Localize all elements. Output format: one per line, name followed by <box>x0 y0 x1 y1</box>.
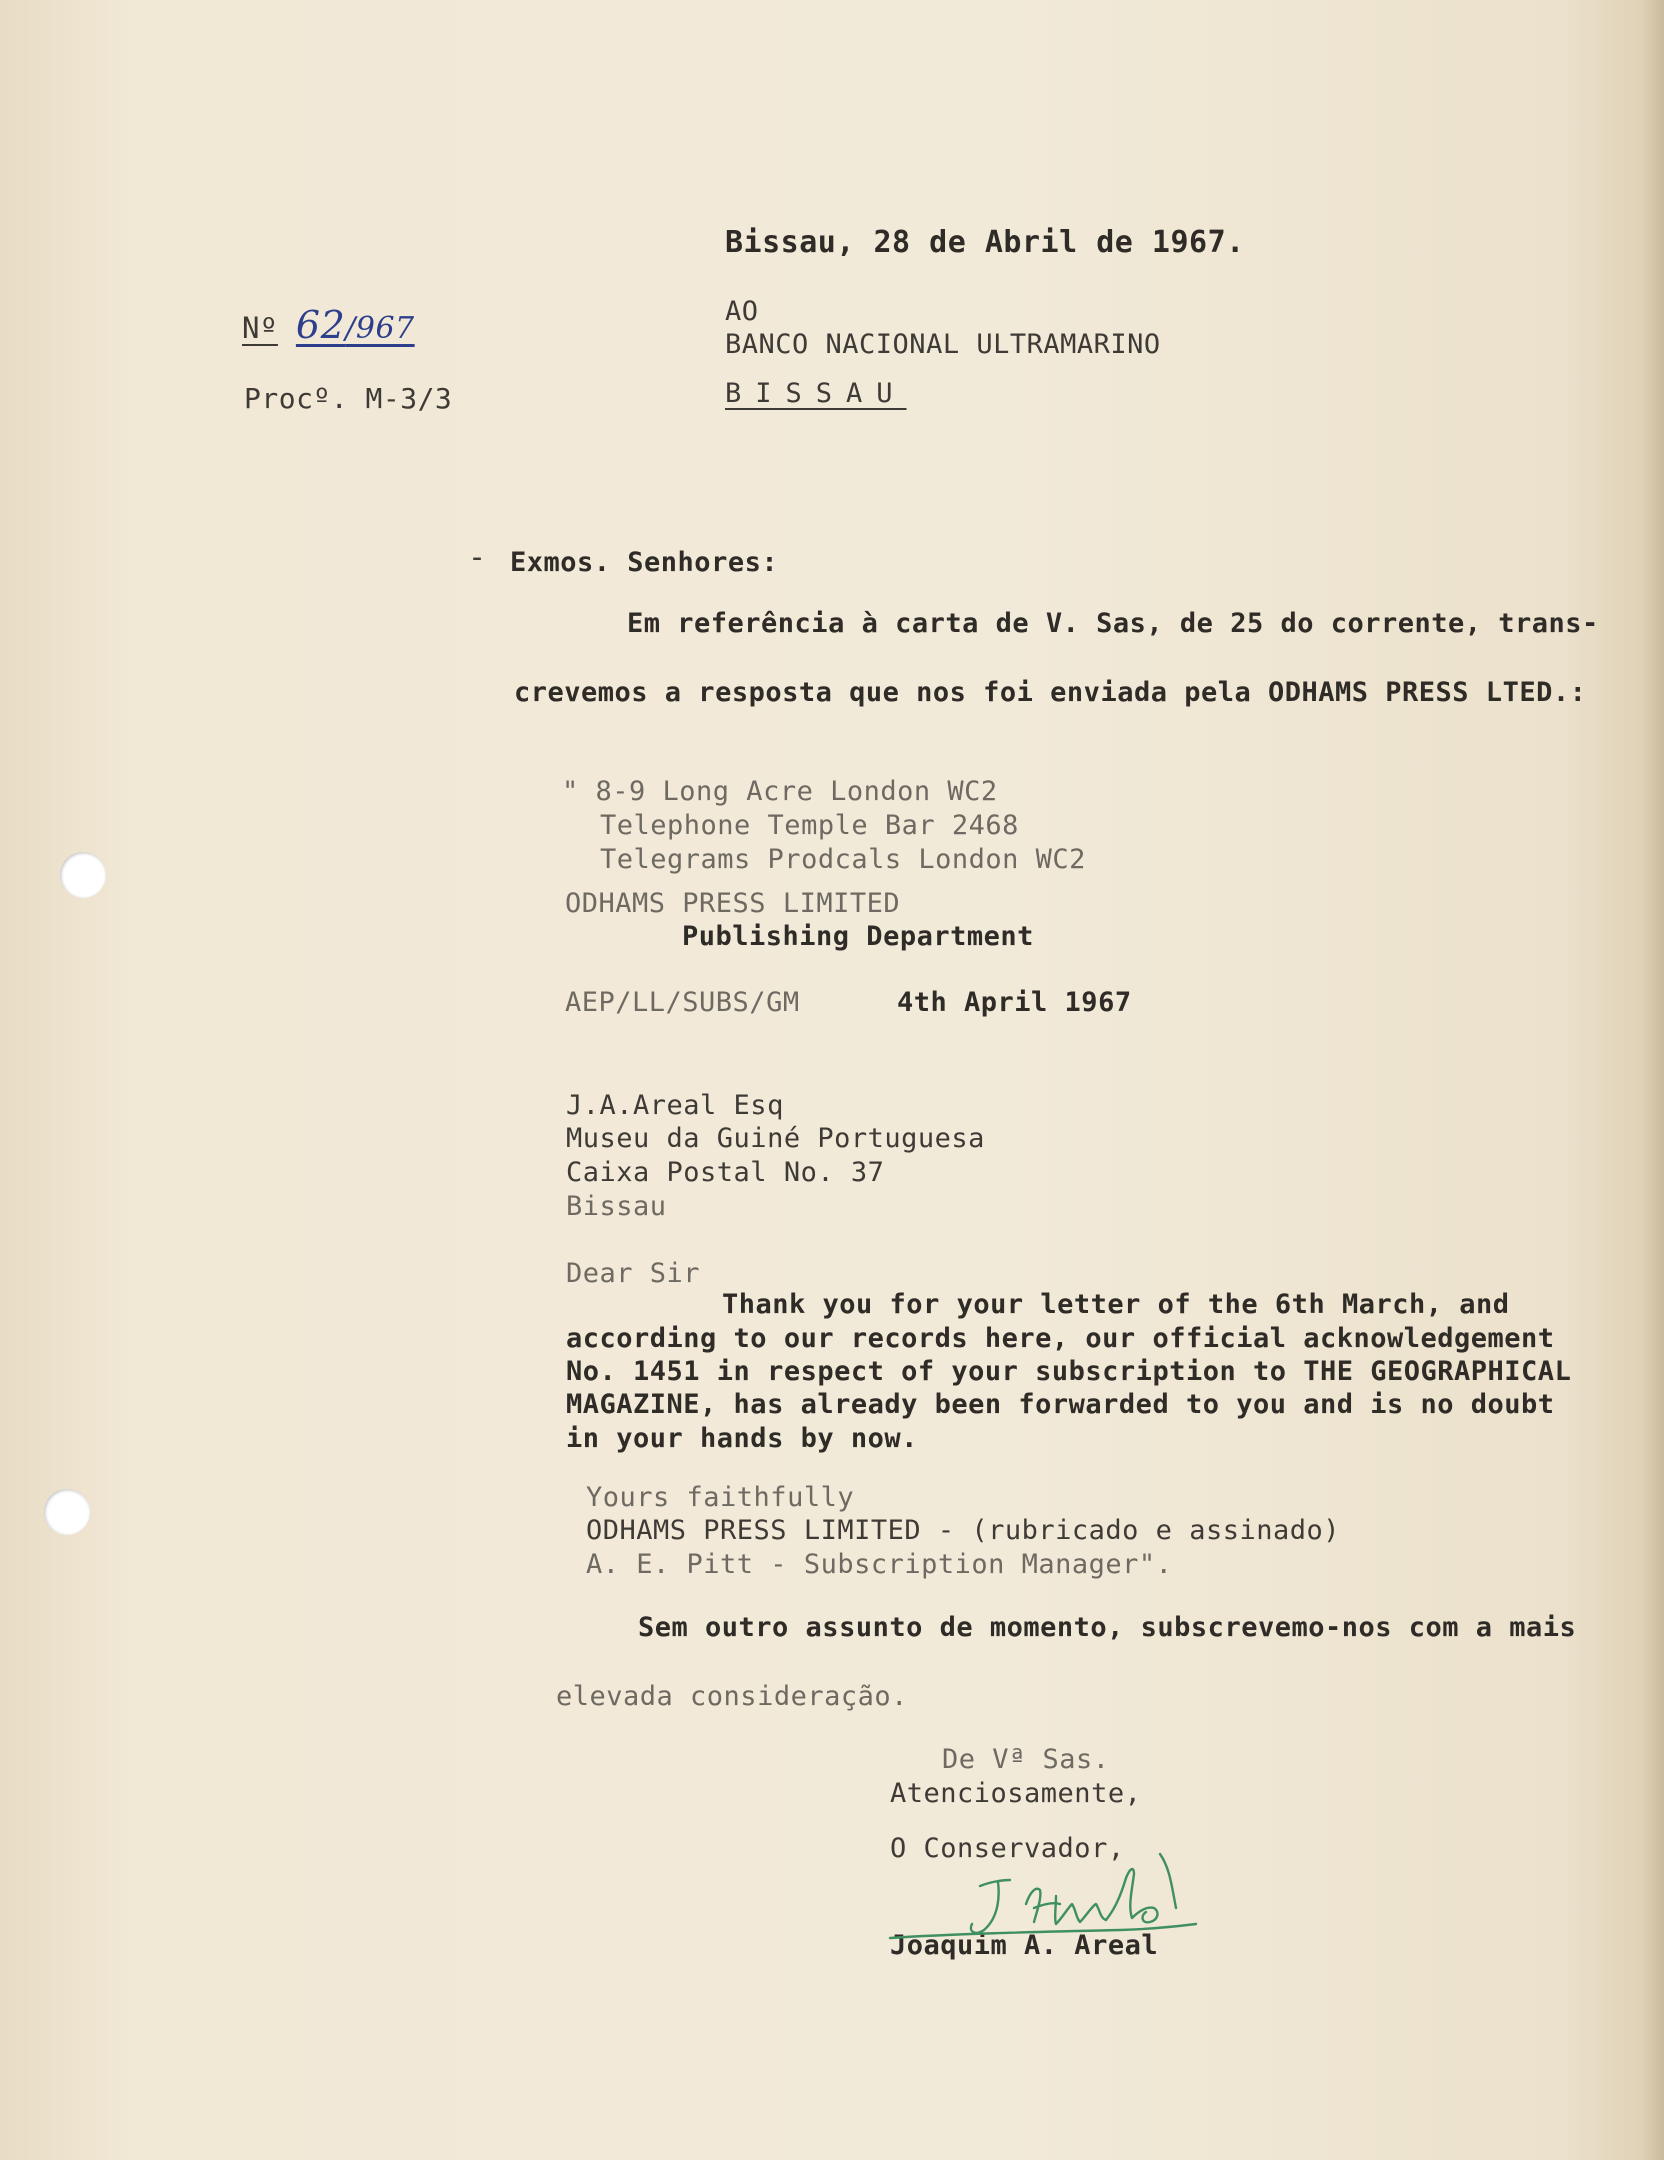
addressee-line: Museu da Guiné Portuguesa <box>566 1123 985 1154</box>
reference-prefix: Nº <box>242 311 278 345</box>
addressee-line: J.A.Areal Esq <box>566 1090 784 1121</box>
quoted-body-line: Thank you for your letter of the 6th March, and <box>722 1289 1510 1320</box>
quoted-company: ODHAMS PRESS LIMITED <box>565 888 901 919</box>
punch-hole <box>60 852 106 898</box>
quoted-date: 4th April 1967 <box>897 987 1132 1018</box>
quoted-body-line: No. 1451 in respect of your subscription to THE GEOGRAPHICAL <box>566 1356 1572 1387</box>
regards-line-1: De Vª Sas. <box>942 1744 1110 1775</box>
intro-line-1: Em referência à carta de V. Sas, de 25 do corrente, trans- <box>627 608 1599 639</box>
quoted-closing: Yours faithfully <box>586 1482 855 1513</box>
quoted-body-line: according to our records here, our official acknowledgement <box>566 1323 1555 1354</box>
quoted-signature-company: ODHAMS PRESS LIMITED - (rubricado e assinado) <box>586 1515 1340 1546</box>
quoted-department: Publishing Department <box>682 921 1034 952</box>
addressee-line: Bissau <box>566 1191 667 1222</box>
signature-tail-stroke <box>1160 1854 1176 1908</box>
handwritten-signature <box>880 1838 1210 1968</box>
quoted-greeting: Dear Sir <box>566 1258 701 1289</box>
quoted-address-line-2: Telephone Temple Bar 2468 <box>600 810 1019 841</box>
closing-line-2: elevada consideração. <box>556 1681 908 1712</box>
reference-handwritten-number: 62 <box>295 303 346 347</box>
signature-name-stroke <box>1026 1889 1106 1924</box>
closing-line-1: Sem outro assunto de momento, subscrevemo-nos com a mais <box>638 1612 1577 1643</box>
addressee-line: Caixa Postal No. 37 <box>566 1157 885 1188</box>
quoted-reference: AEP/LL/SUBS/GM <box>565 987 800 1018</box>
date-line: Bissau, 28 de Abril de 1967. <box>725 225 1245 260</box>
process-number: Procº. M-3/3 <box>244 382 453 415</box>
salutation: Exmos. Senhores: <box>510 547 779 578</box>
signature-initial-stroke <box>971 1880 1010 1933</box>
reference-year: /967 <box>345 311 415 346</box>
signature-flourish-stroke <box>1106 1869 1157 1922</box>
recipient-bank: BANCO NACIONAL ULTRAMARINO <box>725 329 1161 360</box>
quoted-address-line-3: Telegrams Prodcals London WC2 <box>600 844 1086 875</box>
quoted-body-line: MAGAZINE, has already been forwarded to you and is no doubt <box>566 1389 1555 1420</box>
punch-hole <box>44 1489 90 1535</box>
regards-line-2: Atenciosamente, <box>890 1778 1142 1809</box>
quoted-signature-name: A. E. Pitt - Subscription Manager". <box>586 1549 1173 1580</box>
signatory-name: Joaquim A. Areal <box>890 1930 1159 1961</box>
recipient-ao: AO <box>725 296 759 327</box>
signature-underline-stroke <box>890 1924 1196 1938</box>
quoted-address-line-1: " 8-9 Long Acre London WC2 <box>562 776 998 807</box>
reference-number <box>242 303 415 347</box>
margin-mark: - <box>468 540 487 575</box>
signatory-title: O Conservador, <box>890 1833 1125 1864</box>
paper-edge-shadow <box>1642 0 1664 2160</box>
recipient-city: BISSAU <box>725 378 907 409</box>
quoted-body-line: in your hands by now. <box>566 1423 918 1454</box>
intro-line-2: crevemos a resposta que nos foi enviada pela ODHAMS PRESS LTED.: <box>514 677 1587 708</box>
